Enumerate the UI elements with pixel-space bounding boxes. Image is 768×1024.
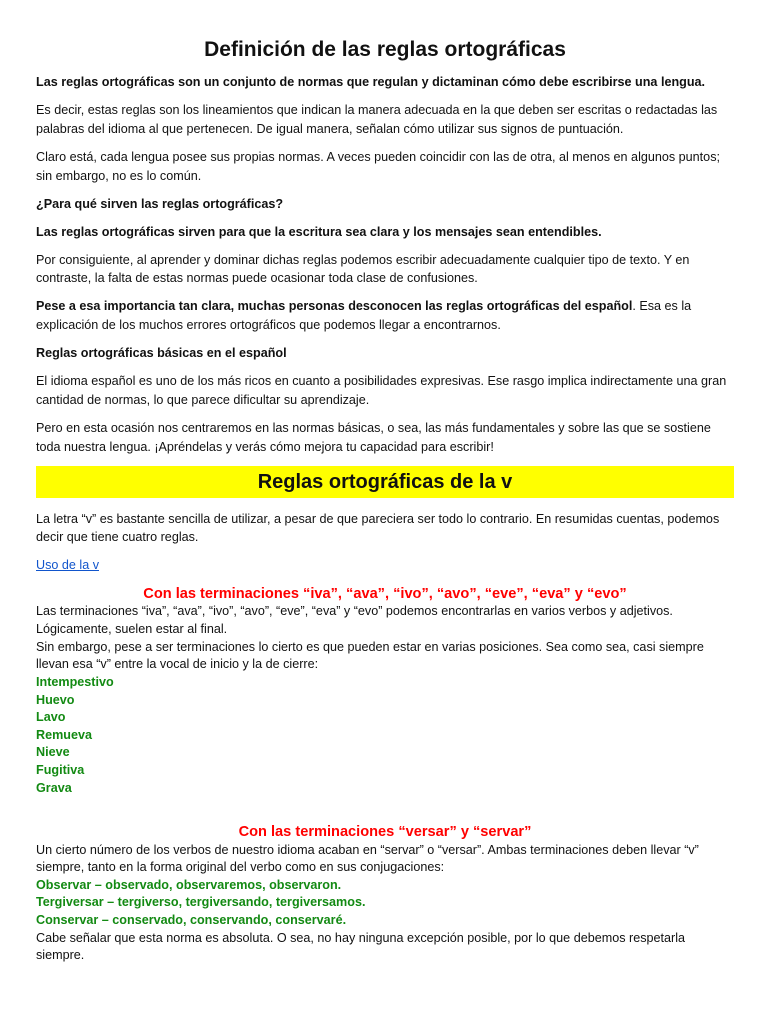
intro-bold: Las reglas ortográficas son un conjunto de normas que regulan y dictaminan cómo debe escribirse una lengua. xyxy=(36,75,706,90)
basic-rules-heading: Reglas ortográficas básicas en el español xyxy=(36,346,287,361)
example-word: Huevo xyxy=(36,692,75,707)
paragraph-6: Pero en esta ocasión nos centraremos en las normas básicas, o sea, las más fundamentales y sobre las que se sostiene toda nuestra lengua. ¡Apréndelas y verás cómo mejora tu capacidad para escribir! xyxy=(36,420,711,454)
paragraph-5: El idioma español es uno de los más ricos en cuanto a posibilidades expresivas. Ese rasgo implica indirectamente una gran cantidad de normas, lo que parece dificultar su aprendizaje. xyxy=(36,373,727,407)
example-word: Remueva xyxy=(36,727,93,742)
example-word: Nieve xyxy=(36,745,70,760)
section-banner: Reglas ortográficas de la v xyxy=(36,466,734,498)
paragraph-1: Es decir, estas reglas son los lineamientos que indican la manera adecuada en la que deben ser escritas o redactadas las palabras del idioma al que pertenecen. De igual manera, señalan cómo utilizar sus signos de puntuación. xyxy=(36,103,718,137)
example-verb: Observar – observado, observaremos, observaron. xyxy=(36,877,342,892)
example-word: Lavo xyxy=(36,710,66,725)
section-1-examples xyxy=(36,674,734,797)
example-verb: Conservar – conservado, conservando, conservaré. xyxy=(36,913,347,928)
section-2-text-1: Un cierto número de los verbos de nuestro idioma acaban en “servar” o “versar”. Ambas terminaciones deben llevar “v” siempre, tanto en la forma original del verbo como en sus conjugaciones: xyxy=(36,842,699,875)
question-answer: Las reglas ortográficas sirven para que la escritura sea clara y los mensajes sean entendibles. xyxy=(36,224,602,239)
question-heading: ¿Para qué sirven las reglas ortográficas? xyxy=(36,196,284,211)
paragraph-3: Por consiguiente, al aprender y dominar dichas reglas podemos escribir adecuadamente cualquier tipo de texto. Y en contraste, la falta de estas normas puede ocasionar toda clase de confusiones. xyxy=(36,252,690,286)
example-verb: Tergiversar – tergiverso, tergiversando, tergiversamos. xyxy=(36,895,366,910)
section-2-examples xyxy=(36,877,734,930)
section-1-text-2: Sin embargo, pese a ser terminaciones lo cierto es que pueden estar en varias posiciones. Sea como sea, casi siempre llevan esa “v” entre la vocal de inicio y la de cierre: xyxy=(36,639,704,672)
section-1-text-1: Las terminaciones “iva”, “ava”, “ivo”, “avo”, “eve”, “eva” y “evo” podemos encontrarlas en varios verbos y adjetivos. Lógicamente, suelen estar al final. xyxy=(36,604,673,637)
paragraph-4 xyxy=(36,297,734,335)
page-title: Definición de las reglas ortográficas xyxy=(204,38,566,61)
paragraph-4-bold: Pese a esa importancia tan clara, muchas personas desconocen las reglas ortográficas del español xyxy=(36,299,633,314)
section-1-heading: Con las terminaciones “iva”, “ava”, “ivo”, “avo”, “eve”, “eva” y “evo” xyxy=(143,586,627,603)
example-word: Intempestivo xyxy=(36,674,114,689)
section-2-heading: Con las terminaciones “versar” y “servar” xyxy=(238,824,532,841)
paragraph-7: La letra “v” es bastante sencilla de utilizar, a pesar de que pareciera ser todo lo contrario. En resumidas cuentas, podemos decir que tiene cuatro reglas. xyxy=(36,511,720,545)
uso-de-la-v-link[interactable]: Uso de la v xyxy=(36,558,99,573)
section-2-text-2: Cabe señalar que esta norma es absoluta. O sea, no hay ninguna excepción posible, por lo que debemos respetarla siempre. xyxy=(36,930,685,963)
example-word: Fugitiva xyxy=(36,763,85,778)
example-word: Grava xyxy=(36,780,72,795)
paragraph-4-rest: . Esa es la explicación de los muchos errores ortográficos que podemos llegar a encontrarnos. xyxy=(36,299,692,333)
paragraph-2: Claro está, cada lengua posee sus propias normas. A veces pueden coincidir con las de otra, al menos en algunos puntos; sin embargo, no es lo común. xyxy=(36,149,720,183)
